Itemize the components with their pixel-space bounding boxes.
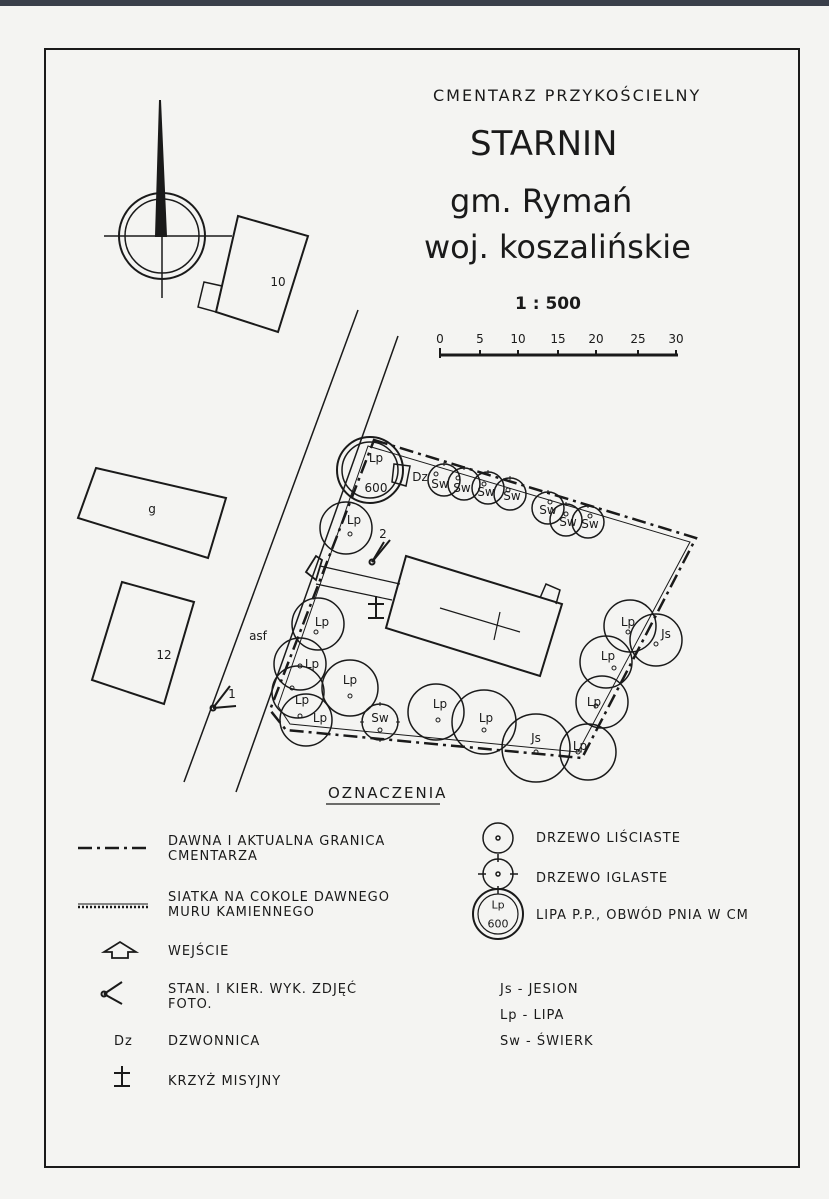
tree-label: Lp: [620, 615, 636, 629]
tree-label: Sw: [503, 489, 521, 503]
tree-label: Lp: [478, 711, 494, 725]
tree-label: Sw: [431, 477, 449, 491]
tree-label: Sw: [581, 517, 599, 531]
tree-label: Lp: [572, 739, 588, 753]
legend-linden-symbol-code: Lp: [491, 898, 505, 912]
legend-conifer-label: DRZEWO IGLASTE: [536, 871, 669, 886]
tree-label: Lp: [342, 673, 358, 687]
tree-label: Lp: [432, 697, 448, 711]
legend-photo-label-line2: FOTO.: [168, 997, 213, 1012]
legend-linden-symbol-girth: 600: [487, 917, 509, 931]
scale-tick-label: 5: [476, 332, 484, 346]
legend-title: OZNACZENIA: [328, 784, 448, 802]
legend-belfry-symbol: Dz: [114, 1034, 133, 1049]
legend-linden-icon: [473, 889, 523, 939]
photo-station-icon: [370, 540, 391, 565]
building-12: [92, 582, 194, 704]
scale-tick-label: 0: [436, 332, 444, 346]
legend-species-lp: Lp - LIPA: [500, 1008, 565, 1023]
legend-species-js: Js - JESION: [500, 982, 579, 997]
tree-label: Lp: [586, 695, 602, 709]
tree-label: Lp: [346, 513, 362, 527]
scale-tick-label: 15: [550, 332, 566, 346]
tree-label: Sw: [371, 711, 389, 725]
scale-tick-label: 10: [510, 332, 526, 346]
map-subtitle: CMENTARZ PRZYKOŚCIELNY: [433, 86, 702, 105]
building-10: [216, 216, 308, 332]
map-title: STARNIN: [470, 124, 618, 164]
scale-ratio: 1 : 500: [515, 294, 581, 314]
building-number-label: 12: [156, 648, 172, 662]
north-arrow-icon: [104, 100, 232, 298]
legend-boundary-label: DAWNA I AKTUALNA GRANICA: [168, 834, 386, 849]
church-building: [386, 556, 562, 676]
legend-boundary-label-line2: CMENTARZA: [168, 849, 258, 864]
scale-tick-label: 20: [588, 332, 604, 346]
belfry-label: Dz: [412, 470, 428, 484]
legend-cross-label: KRZYŻ MISYJNY: [168, 1074, 282, 1089]
building-number-label: 10: [270, 275, 286, 289]
road-surface-label: asf: [249, 629, 267, 643]
legend-cross-icon: [114, 1066, 130, 1086]
legend-entrance-icon: [104, 942, 136, 958]
mission-cross-icon: [368, 596, 384, 618]
tree-label: Lp: [304, 657, 320, 671]
tree-label: Lp: [368, 451, 384, 465]
legend-photo-label: STAN. I KIER. WYK. ZDJĘĆ: [168, 982, 358, 997]
scale-bar: [440, 348, 678, 358]
tree-label: Lp: [312, 711, 328, 725]
tree-label: Lp: [600, 649, 616, 663]
tree-label: Lp: [294, 693, 310, 707]
commune-name: gm. Rymań: [450, 182, 633, 220]
building-number-label: g: [148, 502, 156, 516]
tree-label: Lp: [314, 615, 330, 629]
scale-tick-label: 30: [668, 332, 684, 346]
legend-fence-label-line2: MURU KAMIENNEGO: [168, 905, 315, 920]
tree-label: Js: [661, 627, 671, 641]
entrance-arrow-icon: [306, 556, 322, 580]
tree-label: Js: [531, 731, 541, 745]
legend-species-sw: Sw - ŚWIERK: [500, 1034, 594, 1049]
tree-label: Sw: [539, 503, 557, 517]
legend-entrance-label: WEJŚCIE: [168, 944, 230, 959]
photo-station-number: 2: [379, 527, 387, 541]
legend-belfry-label: DZWONNICA: [168, 1034, 261, 1049]
voivodeship-name: woj. koszalińskie: [424, 228, 691, 266]
legend-linden-label: LIPA P.P., OBWÓD PNIA W CM: [536, 908, 749, 923]
photo-station-number: 1: [228, 687, 236, 701]
tree-label: Sw: [453, 481, 471, 495]
legend-fence-label: SIATKA NA COKOLE DAWNEGO: [168, 890, 390, 905]
scale-tick-label: 25: [630, 332, 646, 346]
legend-deciduous-icon: [483, 823, 513, 853]
tree-label: Sw: [559, 515, 577, 529]
legend-deciduous-label: DRZEWO LIŚCIASTE: [536, 831, 681, 846]
legend-photo-icon: [102, 982, 123, 1004]
tree-label: Sw: [477, 485, 495, 499]
tree-girth-label: 600: [364, 481, 388, 495]
